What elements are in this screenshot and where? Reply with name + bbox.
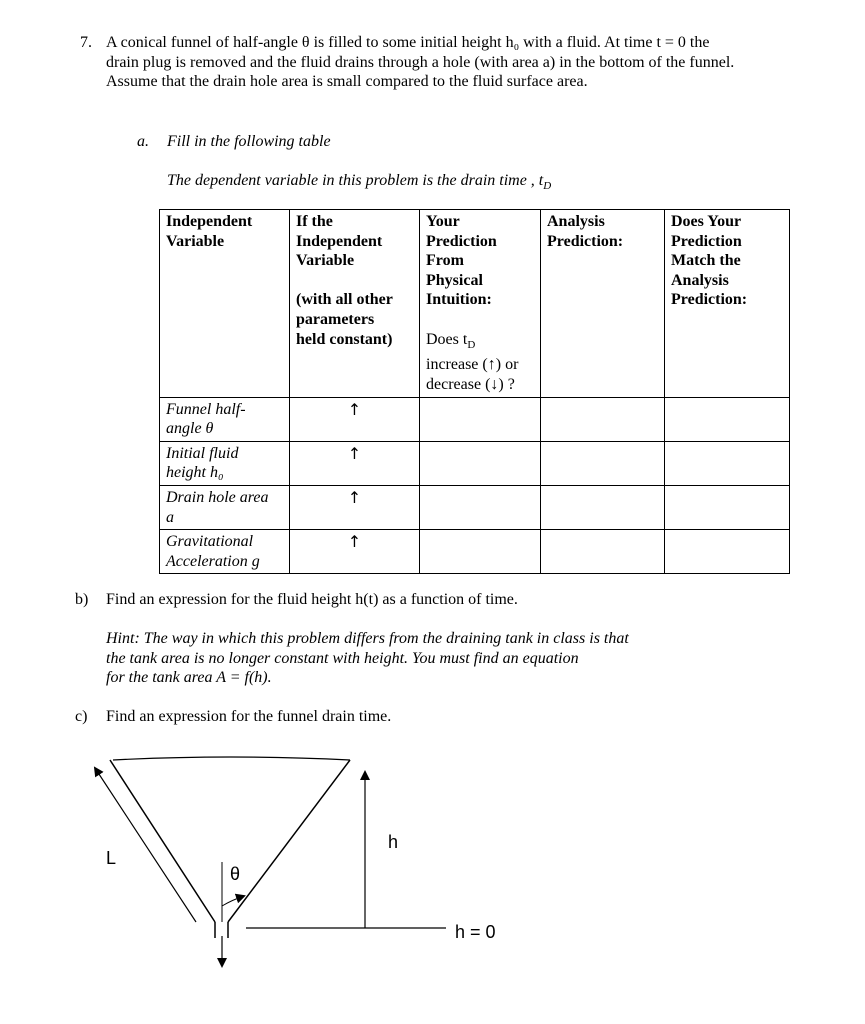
header-analysis-prediction <box>541 210 665 398</box>
header-text: If the <box>296 213 333 230</box>
dependent-note-text: The dependent variable in this problem is the drain time , t <box>167 172 544 189</box>
prediction-table <box>159 209 790 574</box>
prediction-cell[interactable] <box>420 485 541 529</box>
question-number: 7. <box>80 34 92 51</box>
question-line-3: Assume that the drain hole area is small compared to the fluid surface area. <box>106 73 588 90</box>
table-header-row <box>160 210 790 398</box>
header-text: From <box>426 252 464 270</box>
up-arrow-icon: ↑ <box>347 443 362 463</box>
header-text: increase (↑) or <box>426 356 519 374</box>
header-text: Does Your <box>671 213 742 230</box>
row-label-text: Funnel half- <box>166 400 246 418</box>
header-text: Prediction <box>671 232 742 250</box>
header-text: Intuition: <box>426 291 492 309</box>
row-label-text: height h₀ <box>166 464 224 482</box>
match-cell[interactable] <box>665 485 790 529</box>
up-arrow-icon: ↑ <box>347 532 362 552</box>
row-label-text: Initial fluid <box>166 444 239 462</box>
label-l: L <box>106 848 117 868</box>
part-b-text: Find an expression for the fluid height h(t) as a function of time. <box>106 591 518 608</box>
question-line-2: drain plug is removed and the fluid drains through a hole (with area a) in the bottom of the funnel. <box>106 53 735 71</box>
header-independent-variable <box>160 210 290 398</box>
row-label-drain-hole-area <box>160 485 290 529</box>
row-label-text: Gravitational <box>166 533 254 551</box>
part-c-text: Find an expression for the funnel drain time. <box>106 708 392 725</box>
table-row <box>160 485 790 529</box>
row-label-text: Drain hole area <box>166 488 269 506</box>
table-row <box>160 441 790 485</box>
analysis-cell[interactable] <box>541 485 665 529</box>
row-change-arrow <box>290 441 420 485</box>
part-a-label: a. <box>137 133 149 150</box>
header-text: Physical <box>426 271 483 289</box>
row-label-initial-height <box>160 441 290 485</box>
header-text: Prediction <box>426 232 497 250</box>
header-text: decrease (↓) ? <box>426 375 515 393</box>
row-label-gravity <box>160 530 290 574</box>
header-text: Independent <box>166 213 253 230</box>
funnel-right-wall <box>228 760 350 922</box>
prediction-cell[interactable] <box>420 530 541 574</box>
length-l-arrow <box>95 768 196 922</box>
header-text: Prediction: <box>671 291 748 309</box>
label-h-zero: h = 0 <box>455 922 496 942</box>
analysis-cell[interactable] <box>541 530 665 574</box>
row-change-arrow <box>290 485 420 529</box>
header-text: held constant) <box>296 330 393 348</box>
row-label-text: a <box>166 508 174 526</box>
label-h: h <box>388 832 399 852</box>
match-cell[interactable] <box>665 397 790 441</box>
table-row <box>160 397 790 441</box>
header-text: Independent <box>296 232 383 250</box>
header-text: Variable <box>296 252 355 270</box>
hint-line-3: for the tank area A = f(h). <box>106 669 272 686</box>
match-cell[interactable] <box>665 441 790 485</box>
header-match <box>665 210 790 398</box>
row-label-text: angle θ <box>166 420 214 438</box>
table-row <box>160 530 790 574</box>
prediction-cell[interactable] <box>420 397 541 441</box>
row-label-half-angle <box>160 397 290 441</box>
fluid-surface-line <box>113 757 350 760</box>
dependent-note-sub: D <box>543 180 552 193</box>
dependent-variable-note <box>167 171 551 197</box>
hint-line-1: Hint: The way in which this problem differs from the draining tank in class is that <box>106 630 629 647</box>
header-text <box>426 330 534 356</box>
hint-line-2: the tank area is no longer constant with height. You must find an equation <box>106 649 579 667</box>
header-your-prediction <box>420 210 541 398</box>
question-text <box>106 33 806 92</box>
analysis-cell[interactable] <box>541 397 665 441</box>
header-text: parameters <box>296 310 375 328</box>
header-text: Variable <box>166 232 225 250</box>
header-text: Does t <box>426 330 468 348</box>
header-text: (with all other <box>296 291 393 309</box>
prediction-cell[interactable] <box>420 441 541 485</box>
header-text: Analysis <box>547 213 605 230</box>
question-line-1: A conical funnel of half-angle θ is filled to some initial height h₀ with a fluid. At time t = 0 the <box>106 34 710 51</box>
label-theta: θ <box>230 864 241 884</box>
part-c-label: c) <box>75 708 88 725</box>
up-arrow-icon: ↑ <box>347 399 362 419</box>
row-change-arrow <box>290 530 420 574</box>
match-cell[interactable] <box>665 530 790 574</box>
funnel-left-wall <box>110 760 215 922</box>
part-b-label: b) <box>75 591 89 608</box>
analysis-cell[interactable] <box>541 441 665 485</box>
funnel-diagram <box>0 740 865 1024</box>
header-text: Prediction: <box>547 232 624 250</box>
header-text: Match the <box>671 252 741 270</box>
part-b-hint <box>106 629 706 688</box>
header-text: Your <box>426 213 460 230</box>
header-if-independent <box>290 210 420 398</box>
header-text: Analysis <box>671 271 729 289</box>
up-arrow-icon: ↑ <box>347 487 362 507</box>
part-a-instruction: Fill in the following table <box>167 133 331 150</box>
row-change-arrow <box>290 397 420 441</box>
header-sub: D <box>467 338 476 351</box>
row-label-text: Acceleration g <box>166 552 260 570</box>
